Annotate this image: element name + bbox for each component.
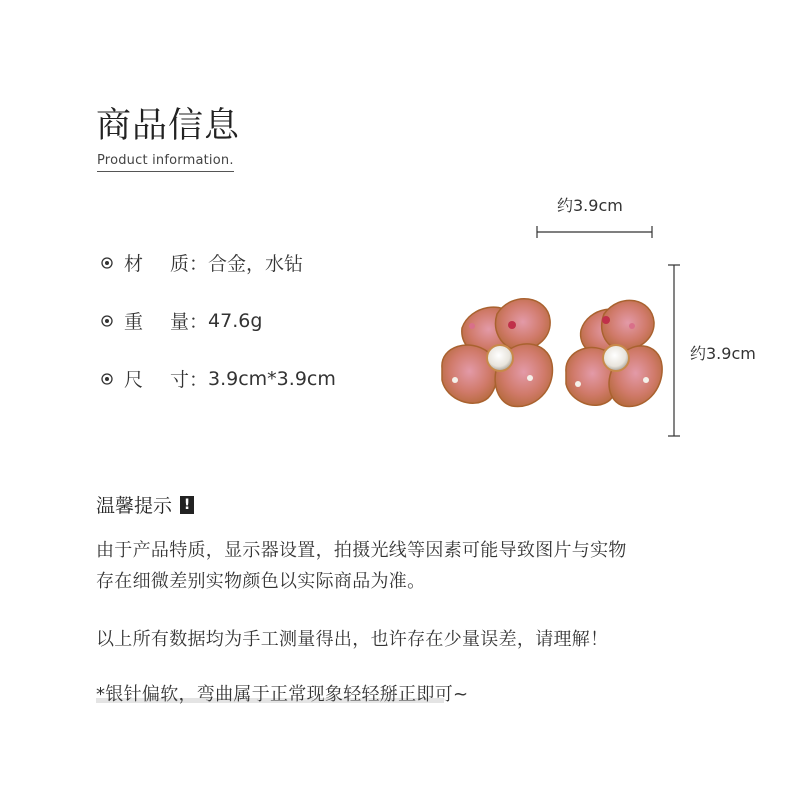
- spec-key-part2: 寸：: [170, 369, 209, 391]
- tips-line-3: 以上所有数据均为手工测量得出，也许存在少量误差，请理解！: [96, 629, 609, 650]
- spec-value: 合金，水钻: [208, 253, 304, 275]
- page-title: 商品信息: [96, 106, 241, 146]
- height-dimension-label: 约3.9cm: [690, 344, 756, 363]
- warning-icon: !: [180, 496, 194, 514]
- earring-left: [442, 299, 553, 407]
- tips-line-1: 由于产品特质，显示器设置，拍摄光线等因素可能导致图片与实物: [96, 540, 627, 561]
- spec-key-part2: 质：: [170, 253, 209, 275]
- tips-note: *银针偏软，弯曲属于正常现象轻轻掰正即可~: [96, 684, 469, 705]
- spec-value: 47.6g: [208, 309, 263, 332]
- width-dimension-label: 约3.9cm: [557, 196, 623, 215]
- spec-key-part1: 材: [124, 253, 144, 275]
- tips-title: 温馨提示: [96, 495, 173, 517]
- page-subtitle: Product information.: [97, 153, 234, 172]
- width-dimension-line: [537, 226, 652, 238]
- tips-line-2: 存在细微差别实物颜色以实际商品为准。: [96, 571, 426, 592]
- spec-key-part1: 重: [124, 311, 144, 333]
- spec-key-part2: 量：: [170, 311, 209, 333]
- earring-right: [566, 300, 662, 406]
- height-dimension-line: [668, 265, 680, 436]
- spec-value: 3.9cm*3.9cm: [208, 367, 336, 390]
- spec-key-part1: 尺: [124, 369, 144, 391]
- tips-heading: [96, 491, 194, 518]
